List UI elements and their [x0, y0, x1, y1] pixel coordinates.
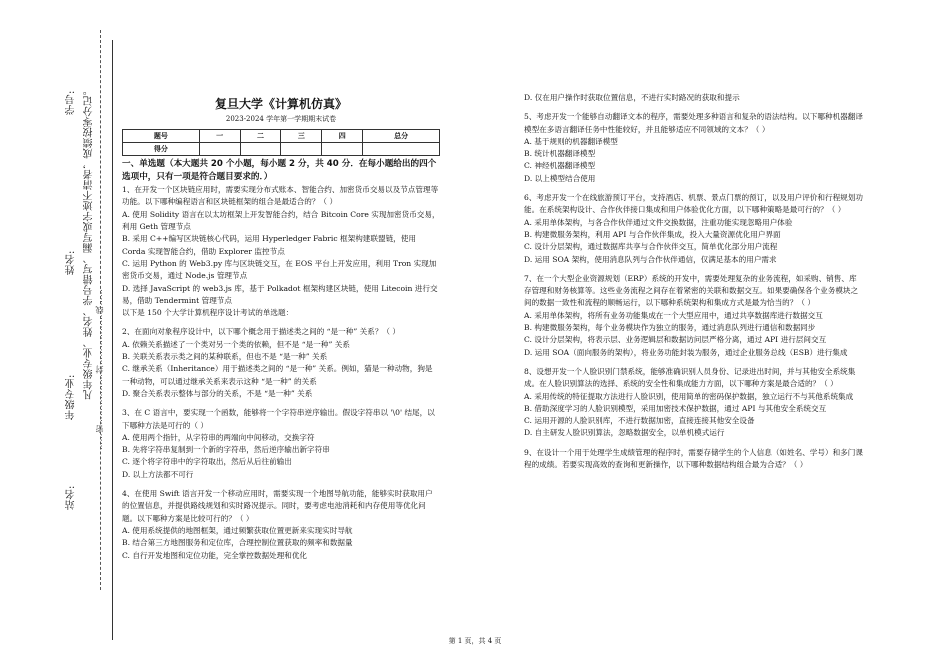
question-option: A. 采用传统的特征提取方法进行人脸识别，使用简单的密码保护数据，独立运行不与其他系统集成 [524, 391, 854, 401]
question-option: D. 仅在用户操作时获取位置信息，不进行实时路况的获取和提示 [524, 93, 740, 102]
question-option: B. 采用 C++编写区块链核心代码，运用 Hyperledger Fabric 框架构建联盟链，使用 Corda 实现智能合约，借助 Explorer 监控节点 [122, 234, 416, 256]
seal-line-text: ……密………………封………………线…… [95, 288, 104, 450]
question-option: C. 自行开发地图和定位功能，完全掌控数据处理和优化 [122, 550, 308, 560]
score-table [122, 129, 440, 157]
question-option: B. 构建微服务架构，利用 API 与合作伙伴集成，投入大量资源优化用户界面 [524, 229, 781, 239]
question-option: D. 运用 SOA 架构，使用消息队列与合作伙伴通信，仅满足基本的用户需求 [524, 254, 777, 264]
score-cell[interactable] [240, 142, 281, 155]
question-option: C. 设计分层架构，将表示层、业务逻辑层和数据访问层严格分离，通过 API 进行层间交互 [524, 335, 827, 345]
question-option: C. 逐个将字符串中的字符取出，然后从后往前输出 [122, 457, 292, 467]
right-column [524, 92, 864, 471]
question-option: A. 基于规则的机器翻译模型 [524, 136, 618, 146]
exam-subtitle: 2023-2024 学年第一学期期末试卷 [225, 115, 337, 124]
question-option: A. 采用单体架构，将所有业务功能集成在一个大型应用中，通过共享数据库进行数据交互 [524, 310, 823, 320]
question-note: 以下是 150 个大学计算机程序设计考试的单选题： [122, 308, 294, 318]
student-id-label: 学号: [66, 90, 77, 115]
question-option: B. 构建微服务架构，每个业务模块作为独立的服务，通过消息队列进行通信和数据同步 [524, 323, 816, 333]
page-footer: 第 1 页，共 4 页 [448, 637, 502, 645]
score-header-cell: 一 [199, 129, 240, 142]
question-option: B. 结合第三方地图服务和定位库，合理控制位置获取的频率和数据量 [122, 538, 353, 548]
question-stem: 8、设想开发一个人脸识别门禁系统，能够准确识别人员身份、记录进出时间，并与其他安全系统集成。在人脸识别算法的选择、系统的安全性和集成能力方面，以下哪种方案是最合适的？（ ） [524, 366, 856, 389]
school-label: 站名: [66, 485, 77, 510]
question-option: D. 运用 SOA（面向服务的架构），将业务功能封装为服务，通过企业服务总线（ESB）进行集成 [524, 347, 848, 357]
question-stem: 5、考虑开发一个能够自动翻译文本的程序，需要处理多种语言和复杂的语法结构。以下哪种机器翻译模型在多语言翻译任务中性能较好，并且能够适应不同领域的文本？（ ） [524, 112, 863, 134]
question-stem: 3、在 C 语言中，要实现一个函数，能够将一个字符串逆序输出。假设字符串以 '\0' 结尾，以下哪种方法是可行的（ ） [122, 408, 435, 430]
question-stem: 6、考虑开发一个在线旅游预订平台，支持酒店、机票、景点门票的预订，以及用户评价和行程规划功能。在系统架构设计、合作伙伴接口集成和用户体验优化方面，以下哪种策略是最可行的？（ ） [524, 193, 863, 215]
left-column [122, 98, 440, 562]
score-header-cell: 题号 [123, 129, 200, 142]
score-header-cell: 总分 [363, 129, 440, 142]
score-cell[interactable] [322, 142, 363, 155]
question-option: D. 以上模型结合使用 [524, 173, 596, 183]
question-stem: 4、在使用 Swift 语言开发一个移动应用时，需要实现一个地图导航功能，能够实时获取用户的位置信息，并提供路线规划和实时路况提示。同时，要考虑电池消耗和内存使用等优化问题。以下哪种方案是比较可行的？（ ） [122, 489, 433, 523]
score-header-cell: 三 [281, 129, 322, 142]
score-row-label: 得分 [123, 142, 200, 155]
grade-major-label: 年级专业: [66, 374, 77, 420]
question-option: A. 使用 Solidity 语言在以太坊框架上开发智能合约，结合 Bitcoin Core 实现加密货币交易，利用 Geth 管理节点 [122, 209, 440, 232]
question-option: C. 运用 Python 的 Web3.py 库与区块链交互，在 EOS 平台上开发应用，利用 Tron 实现加密货币交易，通过 Node.js 管理节点 [122, 258, 437, 281]
question-option: D. 以上方法都不可行 [122, 469, 194, 479]
question-option: D. 选择 JavaScript 的 web3.js 库，基于 Polkadot 框架构建区块链，使用 Litecoin 进行交易，借助 Tendermint 管理节点 [122, 283, 438, 305]
question-option: B. 先将字符串复制到一个新的字符串，然后逆序输出新字符串 [122, 445, 330, 455]
score-header-row [123, 129, 440, 142]
question-stem: 2、在面向对象程序设计中，以下哪个概念用于描述类之间的 “是一种” 关系？（ ） [122, 327, 401, 337]
exam-title: 复旦大学《计算机仿真》 [214, 97, 347, 111]
score-value-row [123, 142, 440, 155]
name-label: 姓名: [66, 250, 77, 275]
question-option: A. 依赖关系描述了一个类对另一个类的依赖，但不是 “是一种” 关系 [122, 339, 350, 349]
question-option: C. 继承关系（Inheritance）用于描述类之间的 “是一种” 关系。例如，猫是一种动物，狗是一种动物，可以通过继承关系来表示这种 “是一种” 的关系 [122, 364, 433, 386]
question-option: D. 自主研发人脸识别算法，忽略数据安全，以单机模式运行 [524, 428, 725, 438]
score-header-cell: 四 [322, 129, 363, 142]
question-option: D. 聚合关系表示整体与部分的关系，不是 “是一种” 关系 [122, 388, 313, 398]
question-option: A. 使用系统提供的地图框架，通过频繁获取位置更新来实现实时导航 [122, 525, 353, 535]
question-stem: 7、在一个大型企业资源规划（ERP）系统的开发中，需要处理复杂的业务流程，如采购、销售、库存管理和财务核算等。这些业务流程之间存在着紧密的关联和数据交互。如果要确保各个业务模块之间的数据一致性和流程的顺畅运行，以下哪种系统架构和集成方式是最为恰当的？（ ） [524, 273, 859, 308]
question-stem: 9、在设计一个用于处理学生成绩管理的程序时，需要存储学生的个人信息（如姓名、学号）和多门课程的成绩。若要实现高效的查询和更新操作，以下哪种数据结构组合最为合适？（ ） [524, 447, 863, 470]
question-option: B. 关联关系表示类之间的某种联系，但也不是 “是一种” 关系 [122, 352, 328, 362]
question-option: A. 使用两个指针，从字符串的两端向中间移动，交换字符 [122, 432, 315, 442]
margin-divider [112, 40, 113, 640]
score-cell[interactable] [363, 142, 440, 155]
section-heading: 一、单选题（本大题共 20 个小题，每小题 2 分，共 40 分．在每小题给出的四个选项中，只有一项是符合题目要求的．） [122, 159, 437, 183]
question-option: A. 采用单体架构，与各合作伙伴通过文件交换数据，注重功能实现忽略用户体验 [524, 217, 793, 227]
question-option: C. 神经机器翻译模型 [524, 161, 596, 171]
question-option: B. 借助深度学习的人脸识别模型，采用加密技术保护数据，通过 API 与其他安全系统交互 [524, 403, 827, 413]
score-cell[interactable] [281, 142, 322, 155]
binding-margin [0, 0, 110, 672]
question-option: B. 统计机器翻译模型 [524, 149, 596, 159]
score-header-cell: 二 [240, 129, 281, 142]
score-cell[interactable] [199, 142, 240, 155]
seal-cut-line [100, 30, 101, 590]
question-stem: 1、在开发一个区块链应用时，需要实现分布式账本、智能合约、加密货币交易以及节点管理等功能。以下哪种编程语言和区块链框架的组合是最适合的？（ ） [122, 185, 439, 207]
question-option: C. 设计分层架构，通过数据库共享与合作伙伴交互，简单优化部分用户流程 [524, 242, 778, 252]
binding-notice: 凡年级专业、姓名、学号错写、漏写或字迹不清者，成绩按零分记。 [84, 85, 95, 400]
question-option: C. 运用开源的人脸识别库，不进行数据加密，直接连接其他安全设备 [524, 416, 755, 426]
